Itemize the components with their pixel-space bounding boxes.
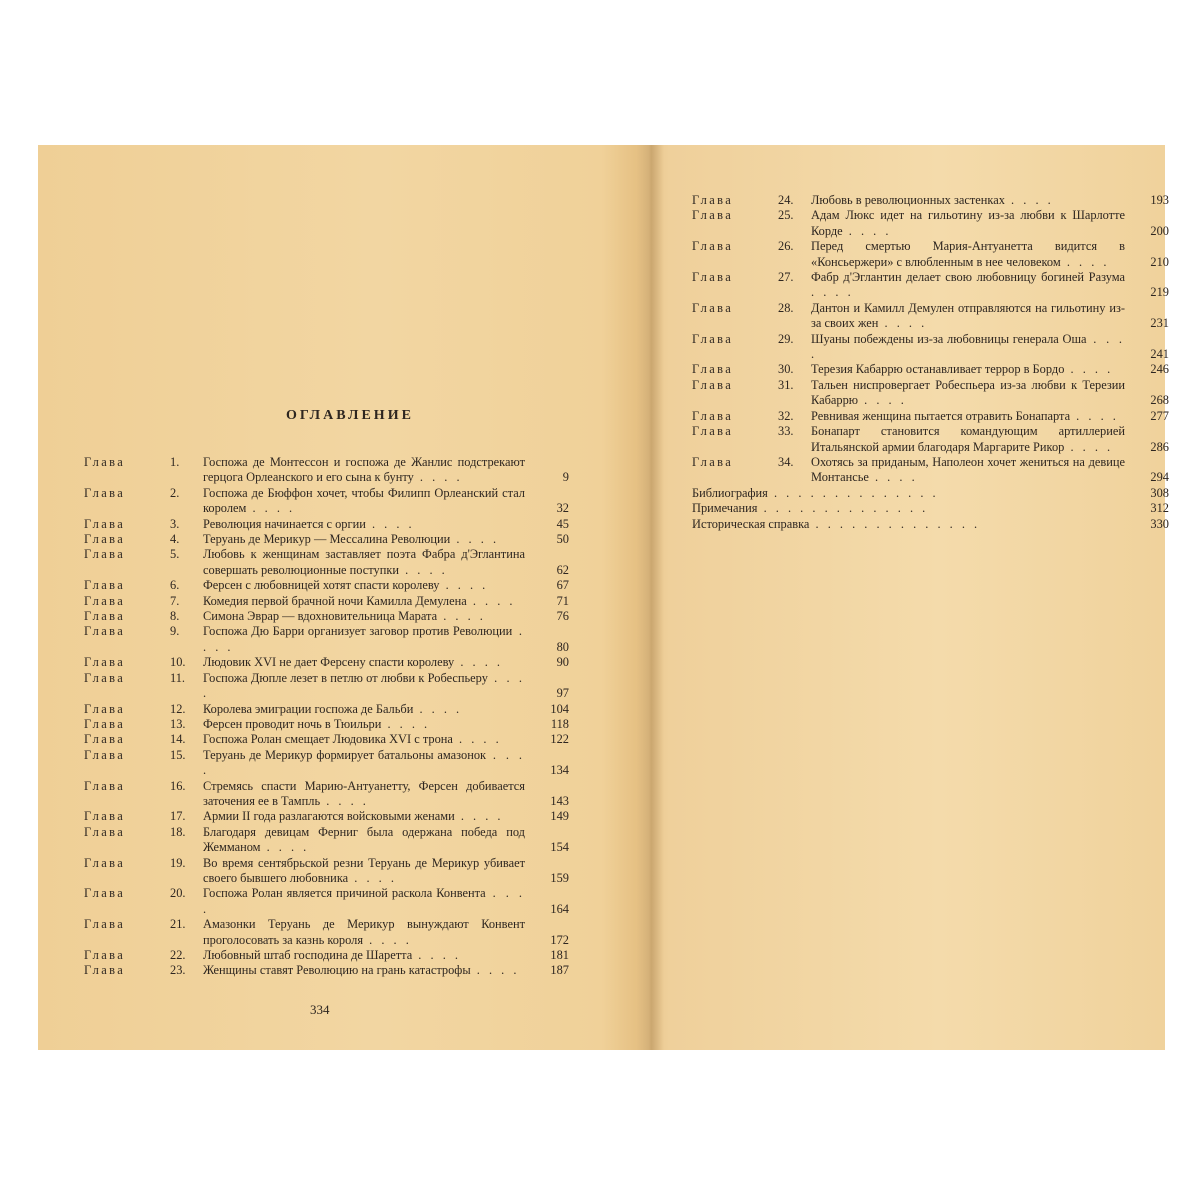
toc-entry bbox=[692, 193, 1169, 208]
chapter-label: Глава bbox=[84, 547, 126, 562]
toc-entry bbox=[84, 948, 569, 963]
chapter-title-text: Благодаря девицам Ферниг была одержана победа под Жемманом bbox=[203, 824, 525, 855]
chapter-title bbox=[203, 702, 525, 717]
dot-leader: . . . . bbox=[413, 701, 463, 716]
chapter-title bbox=[203, 886, 525, 917]
chapter-title bbox=[203, 455, 525, 486]
toc-entry bbox=[84, 779, 569, 810]
chapter-page: 164 bbox=[550, 901, 569, 916]
toc-entry bbox=[84, 455, 569, 486]
chapter-number: 28. bbox=[778, 300, 794, 315]
chapter-title-text: Шуаны побеждены из-за любовницы генерала Оша bbox=[811, 331, 1087, 346]
chapter-page: 80 bbox=[556, 639, 569, 654]
chapter-page: 210 bbox=[1150, 254, 1169, 269]
chapter-page: 200 bbox=[1150, 223, 1169, 238]
chapter-label: Глава bbox=[84, 593, 126, 608]
chapter-page: 62 bbox=[556, 562, 569, 577]
extra-title-text: Примечания bbox=[692, 501, 758, 516]
chapter-title-text: Терезия Кабаррю останавливает террор в Бордо bbox=[811, 362, 1065, 377]
chapter-title bbox=[811, 208, 1125, 239]
dot-leader: . . . . bbox=[412, 948, 461, 962]
chapter-label: Глава bbox=[692, 362, 734, 377]
extra-page: 312 bbox=[1150, 501, 1169, 516]
toc-entry bbox=[84, 748, 569, 779]
toc-entry bbox=[692, 424, 1169, 455]
chapter-title-text: Любовь в революционных застенках bbox=[811, 193, 1005, 207]
chapter-label: Глава bbox=[84, 963, 126, 978]
chapter-page: 97 bbox=[556, 686, 569, 701]
chapter-label: Глава bbox=[84, 485, 126, 500]
chapter-number: 19. bbox=[170, 855, 186, 870]
toc-entry bbox=[692, 409, 1169, 424]
chapter-page: 231 bbox=[1150, 316, 1169, 331]
chapter-title bbox=[811, 455, 1125, 486]
chapter-number: 11. bbox=[170, 670, 186, 685]
chapter-title bbox=[203, 717, 525, 732]
chapter-title bbox=[203, 671, 525, 702]
chapter-number: 6. bbox=[170, 578, 180, 593]
dot-leader: . . . . bbox=[413, 470, 463, 485]
chapter-number: 4. bbox=[170, 532, 180, 547]
chapter-title bbox=[811, 362, 1125, 377]
chapter-label: Глава bbox=[692, 300, 734, 315]
extra-title bbox=[692, 517, 1125, 532]
dot-leader: . . . . bbox=[811, 331, 1125, 362]
chapter-title bbox=[203, 732, 525, 747]
chapter-number: 22. bbox=[170, 948, 186, 962]
toc-entry bbox=[84, 917, 569, 948]
right-page bbox=[664, 145, 1169, 1050]
toc-entry bbox=[692, 208, 1169, 239]
chapter-title bbox=[811, 301, 1125, 332]
chapter-page: 294 bbox=[1150, 470, 1169, 485]
chapter-page: 76 bbox=[556, 609, 569, 624]
chapter-number: 5. bbox=[170, 547, 180, 562]
chapter-label: Глава bbox=[692, 270, 734, 285]
chapter-number: 24. bbox=[778, 193, 794, 207]
chapter-number: 31. bbox=[778, 377, 794, 392]
chapter-number: 30. bbox=[778, 362, 794, 377]
chapter-title bbox=[203, 578, 525, 593]
chapter-title bbox=[203, 948, 525, 963]
chapter-page: 9 bbox=[562, 470, 569, 485]
dot-leader: . . . . bbox=[811, 285, 854, 300]
toc-entry bbox=[84, 717, 569, 732]
chapter-number: 8. bbox=[170, 609, 180, 624]
dot-leader: . . . . . . . . . . . . . . bbox=[757, 501, 929, 516]
chapter-title-text: Бонапарт становится командующим артиллерией Итальянской армии благодаря Маргарите Рикор bbox=[811, 424, 1125, 454]
chapter-page: 50 bbox=[556, 532, 569, 547]
chapter-label: Глава bbox=[84, 455, 126, 469]
toc-entry bbox=[84, 856, 569, 887]
book-spread bbox=[38, 145, 1169, 1050]
chapter-title-text: Теруань де Мерикур — Мессалина Революции bbox=[203, 532, 451, 547]
dot-leader: . . . . bbox=[858, 393, 907, 408]
chapter-label: Глава bbox=[84, 516, 126, 531]
dot-leader: . . . . bbox=[842, 223, 892, 238]
dot-leader: . . . . bbox=[450, 532, 500, 547]
toc-entry bbox=[84, 702, 569, 717]
dot-leader: . . . . bbox=[454, 809, 504, 824]
toc-entry bbox=[84, 671, 569, 702]
toc-extra-entry bbox=[692, 486, 1169, 501]
chapter-title bbox=[811, 239, 1125, 270]
chapter-page: 104 bbox=[550, 701, 569, 716]
dot-leader: . . . . bbox=[203, 886, 525, 916]
chapter-title-text: Людовик XVI не дает Ферсену спасти королеву bbox=[203, 655, 455, 670]
chapter-title bbox=[203, 624, 525, 655]
toc-entry bbox=[692, 270, 1169, 301]
chapter-number: 3. bbox=[170, 516, 180, 531]
dot-leader: . . . . bbox=[466, 593, 516, 608]
chapter-page: 268 bbox=[1150, 393, 1169, 408]
chapter-page: 118 bbox=[550, 716, 569, 731]
chapter-number: 1. bbox=[170, 455, 180, 469]
page-number: 334 bbox=[310, 1002, 330, 1017]
chapter-number: 10. bbox=[170, 655, 186, 670]
dot-leader: . . . . bbox=[1070, 408, 1119, 423]
chapter-label: Глава bbox=[84, 624, 126, 639]
dot-leader: . . . . bbox=[452, 732, 502, 747]
toc-entry bbox=[692, 378, 1169, 409]
chapter-title-text: Комедия первой брачной ночи Камилла Демулена bbox=[203, 593, 467, 608]
chapter-number: 17. bbox=[170, 809, 186, 824]
dot-leader: . . . . bbox=[365, 516, 415, 531]
chapter-title-text: Стремясь спасти Марию-Антуанетту, Ферсен добивается заточения ее в Тампль bbox=[203, 778, 525, 808]
chapter-number: 25. bbox=[778, 208, 794, 223]
toc-list-left bbox=[84, 455, 569, 979]
toc-entry bbox=[84, 578, 569, 593]
chapter-label: Глава bbox=[84, 809, 126, 824]
chapter-number: 33. bbox=[778, 424, 794, 439]
dot-leader: . . . . bbox=[320, 793, 369, 808]
toc-entry bbox=[84, 732, 569, 747]
chapter-title-text: Королева эмиграции госпожа де Бальби bbox=[203, 701, 414, 716]
toc-entry bbox=[84, 624, 569, 655]
chapter-title-text: Армии II года разлагаются войсковыми женами bbox=[203, 809, 455, 824]
chapter-title bbox=[811, 270, 1125, 301]
chapter-label: Глава bbox=[84, 716, 126, 731]
chapter-page: 67 bbox=[556, 578, 569, 593]
chapter-label: Глава bbox=[84, 855, 126, 870]
chapter-label: Глава bbox=[84, 578, 126, 593]
chapter-title bbox=[203, 809, 525, 824]
chapter-page: 143 bbox=[550, 793, 569, 808]
chapter-label: Глава bbox=[84, 670, 126, 685]
chapter-label: Глава bbox=[84, 701, 126, 716]
toc-entry bbox=[692, 362, 1169, 377]
dot-leader: . . . . . . . . . . . . . . bbox=[767, 485, 939, 500]
toc-entry bbox=[84, 825, 569, 856]
chapter-title bbox=[203, 655, 525, 670]
chapter-title-text: Любовный штаб господина де Шаретта bbox=[203, 948, 413, 962]
extra-page: 308 bbox=[1150, 485, 1169, 500]
toc-heading: ОГЛАВЛЕНИЕ bbox=[286, 408, 414, 423]
chapter-title bbox=[811, 193, 1125, 208]
chapter-title-text: Госпожа де Бюффон хочет, чтобы Филипп Орлеанский стал королем bbox=[203, 485, 525, 516]
dot-leader: . . . . bbox=[1060, 254, 1110, 269]
chapter-number: 21. bbox=[170, 917, 186, 932]
chapter-title bbox=[203, 748, 525, 779]
chapter-number: 23. bbox=[170, 963, 186, 978]
chapter-title-text: Перед смертью Мария-Антуанетта видится в «Консьержери» с влюбленным в нее человеком bbox=[811, 239, 1125, 269]
chapter-label: Глава bbox=[692, 408, 734, 423]
chapter-number: 32. bbox=[778, 408, 794, 423]
dot-leader: . . . . bbox=[246, 501, 296, 516]
chapter-label: Глава bbox=[84, 732, 126, 747]
chapter-title-text: Во время сентябрьской резни Теруань де Мерикур убивает своего бывшего любовника bbox=[203, 855, 525, 885]
chapter-number: 13. bbox=[170, 716, 186, 731]
dot-leader: . . . . bbox=[1064, 439, 1114, 454]
chapter-page: 172 bbox=[550, 932, 569, 947]
toc-entry bbox=[84, 532, 569, 547]
chapter-label: Глава bbox=[692, 331, 734, 346]
chapter-title bbox=[811, 424, 1125, 455]
dot-leader: . . . . bbox=[399, 562, 448, 577]
dot-leader: . . . . bbox=[203, 670, 525, 701]
chapter-title bbox=[203, 856, 525, 887]
chapter-page: 32 bbox=[556, 501, 569, 516]
chapter-title-text: Дантон и Камилл Демулен отправляются на гильотину из-за своих жен bbox=[811, 300, 1125, 331]
dot-leader: . . . . bbox=[260, 840, 310, 855]
chapter-title-text: Госпожа Дю Барри организует заговор против Революции bbox=[203, 624, 513, 639]
chapter-title-text: Госпожа де Монтессон и госпожа де Жанлис подстрекают герцога Орлеанского и его сына к бунту bbox=[203, 455, 525, 485]
chapter-page: 181 bbox=[550, 948, 569, 962]
chapter-title-text: Революция начинается с оргии bbox=[203, 516, 366, 531]
toc-list-right bbox=[692, 193, 1169, 532]
toc-entry bbox=[692, 301, 1169, 332]
chapter-label: Глава bbox=[692, 239, 734, 254]
chapter-title-text: Адам Люкс идет на гильотину из-за любви к Шарлотте Корде bbox=[811, 208, 1125, 238]
extra-title bbox=[692, 486, 1125, 501]
chapter-title-text: Теруань де Мерикур формирует батальоны амазонок bbox=[203, 747, 487, 762]
dot-leader: . . . . bbox=[454, 655, 504, 670]
extra-title bbox=[692, 501, 1125, 516]
chapter-page: 277 bbox=[1150, 408, 1169, 423]
chapter-label: Глава bbox=[84, 917, 126, 932]
toc-entry bbox=[84, 655, 569, 670]
chapter-page: 149 bbox=[550, 809, 569, 824]
chapter-label: Глава bbox=[84, 778, 126, 793]
chapter-title bbox=[811, 332, 1125, 363]
chapter-title-text: Ревнивая женщина пытается отравить Бонапарта bbox=[811, 408, 1071, 423]
chapter-title-text: Госпожа Ролан является причиной раскола Конвента bbox=[203, 886, 486, 901]
chapter-title bbox=[811, 409, 1125, 424]
chapter-label: Глава bbox=[84, 609, 126, 624]
chapter-page: 193 bbox=[1150, 193, 1169, 207]
extra-title-text: Библиография bbox=[692, 485, 768, 500]
toc-extra-entry bbox=[692, 517, 1169, 532]
chapter-label: Глава bbox=[84, 948, 126, 962]
chapter-label: Глава bbox=[692, 377, 734, 392]
chapter-label: Глава bbox=[692, 208, 734, 223]
chapter-page: 45 bbox=[556, 516, 569, 531]
chapter-title-text: Фабр д'Эглантин делает свою любовницу богиней Разума bbox=[811, 270, 1125, 285]
dot-leader: . . . . bbox=[878, 316, 928, 331]
chapter-page: 122 bbox=[550, 732, 569, 747]
dot-leader: . . . . bbox=[437, 609, 486, 624]
chapter-number: 15. bbox=[170, 747, 186, 762]
dot-leader: . . . . bbox=[439, 578, 489, 593]
chapter-number: 20. bbox=[170, 886, 186, 901]
left-page bbox=[38, 145, 636, 1050]
dot-leader: . . . . bbox=[203, 624, 525, 654]
chapter-title bbox=[203, 517, 525, 532]
chapter-page: 154 bbox=[550, 840, 569, 855]
chapter-number: 16. bbox=[170, 778, 186, 793]
chapter-title-text: Любовь к женщинам заставляет поэта Фабра д'Эглантина совершать революционные поступки bbox=[203, 547, 525, 577]
chapter-page: 286 bbox=[1150, 439, 1169, 454]
toc-entry bbox=[84, 609, 569, 624]
dot-leader: . . . . bbox=[203, 747, 525, 778]
chapter-title-text: Ферсен с любовницей хотят спасти королеву bbox=[203, 578, 440, 593]
chapter-number: 27. bbox=[778, 270, 794, 285]
chapter-title bbox=[203, 963, 525, 978]
chapter-page: 71 bbox=[556, 593, 569, 608]
chapter-title-text: Женщины ставят Революцию на грань катастрофы bbox=[203, 963, 471, 978]
toc-entry bbox=[84, 963, 569, 978]
chapter-page: 90 bbox=[556, 655, 569, 670]
chapter-title bbox=[203, 825, 525, 856]
dot-leader: . . . . . . . . . . . . . . bbox=[809, 516, 981, 531]
dot-leader: . . . . bbox=[381, 716, 431, 731]
chapter-title-text: Ферсен проводит ночь в Тюильри bbox=[203, 716, 382, 731]
chapter-title bbox=[203, 486, 525, 517]
chapter-label: Глава bbox=[692, 193, 734, 207]
dot-leader: . . . . bbox=[470, 963, 520, 978]
dot-leader: . . . . bbox=[1004, 193, 1054, 207]
chapter-number: 9. bbox=[170, 624, 180, 639]
toc-entry bbox=[84, 517, 569, 532]
toc-entry bbox=[84, 486, 569, 517]
chapter-title bbox=[811, 378, 1125, 409]
dot-leader: . . . . bbox=[868, 470, 918, 485]
chapter-number: 34. bbox=[778, 454, 794, 469]
chapter-title-text: Амазонки Теруань де Мерикур вынуждают Конвент проголосовать за казнь короля bbox=[203, 917, 525, 947]
chapter-label: Глава bbox=[84, 824, 126, 839]
toc-entry bbox=[84, 809, 569, 824]
chapter-page: 134 bbox=[550, 763, 569, 778]
chapter-number: 12. bbox=[170, 701, 186, 716]
chapter-number: 2. bbox=[170, 485, 180, 500]
chapter-label: Глава bbox=[84, 886, 126, 901]
chapter-number: 29. bbox=[778, 331, 794, 346]
book-gutter bbox=[636, 145, 664, 1050]
chapter-page: 241 bbox=[1150, 347, 1169, 362]
chapter-page: 159 bbox=[550, 870, 569, 885]
chapter-title-text: Охотясь за приданым, Наполеон хочет жениться на девице Монтансье bbox=[811, 454, 1125, 485]
chapter-page: 246 bbox=[1150, 362, 1169, 377]
chapter-label: Глава bbox=[84, 747, 126, 762]
chapter-label: Глава bbox=[692, 424, 734, 439]
extra-title-text: Историческая справка bbox=[692, 516, 810, 531]
chapter-title bbox=[203, 779, 525, 810]
chapter-title-text: Симона Эврар — вдохновительница Марата bbox=[203, 609, 438, 624]
dot-leader: . . . . bbox=[363, 932, 412, 947]
chapter-label: Глава bbox=[84, 532, 126, 547]
chapter-page: 219 bbox=[1150, 285, 1169, 300]
chapter-number: 26. bbox=[778, 239, 794, 254]
chapter-number: 18. bbox=[170, 824, 186, 839]
chapter-title bbox=[203, 917, 525, 948]
toc-entry bbox=[692, 239, 1169, 270]
toc-extra-entry bbox=[692, 501, 1169, 516]
chapter-title bbox=[203, 609, 525, 624]
chapter-title bbox=[203, 547, 525, 578]
extra-page: 330 bbox=[1150, 516, 1169, 531]
chapter-label: Глава bbox=[692, 454, 734, 469]
toc-entry bbox=[84, 594, 569, 609]
chapter-title-text: Госпожа Дюпле лезет в петлю от любви к Робеспьеру bbox=[203, 670, 488, 685]
chapter-title bbox=[203, 532, 525, 547]
toc-entry bbox=[692, 455, 1169, 486]
chapter-title bbox=[203, 594, 525, 609]
dot-leader: . . . . bbox=[1064, 362, 1114, 377]
chapter-number: 7. bbox=[170, 593, 180, 608]
toc-entry bbox=[84, 886, 569, 917]
chapter-number: 14. bbox=[170, 732, 186, 747]
chapter-label: Глава bbox=[84, 655, 126, 670]
toc-entry bbox=[84, 547, 569, 578]
chapter-title-text: Госпожа Ролан смещает Людовика XVI с трона bbox=[203, 732, 453, 747]
chapter-page: 187 bbox=[550, 963, 569, 978]
chapter-title-text: Тальен ниспровергает Робеспьера из-за любви к Терезии Кабаррю bbox=[811, 377, 1125, 408]
toc-entry bbox=[692, 332, 1169, 363]
dot-leader: . . . . bbox=[348, 870, 397, 885]
